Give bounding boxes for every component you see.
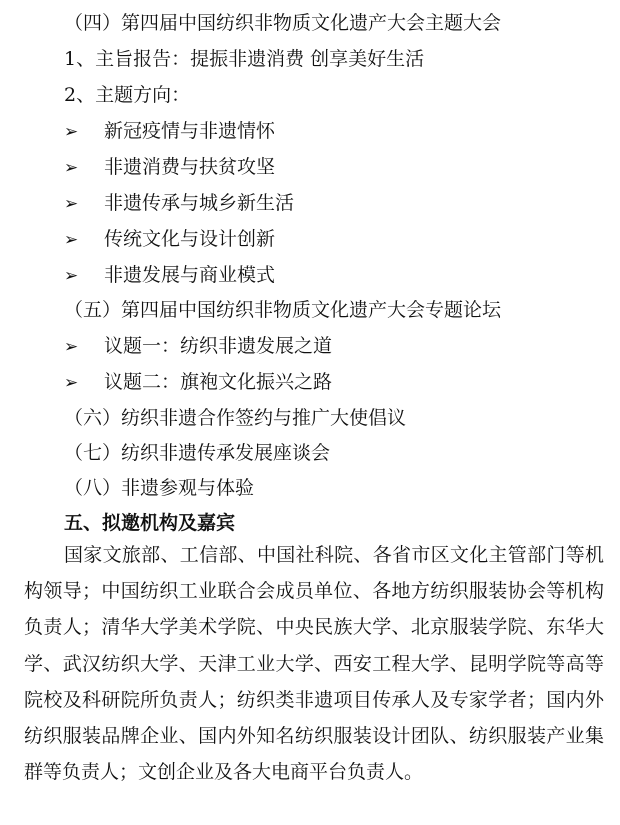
direction-list-item [64,257,275,293]
direction-text: 传统文化与设计创新 [104,228,276,250]
section-4-title: （四）第四届中国纺织非物质文化遗产大会主题大会 [64,12,502,34]
direction-list-item [64,221,275,257]
forum-topic-item [64,364,332,400]
direction-text: 新冠疫情与非遗情怀 [104,120,276,142]
direction-list-item [64,113,275,149]
arrow-bullet-icon: ➢ [64,266,79,286]
forum-topic-text: 议题一：纺织非遗发展之道 [104,335,333,357]
arrow-bullet-icon: ➢ [64,337,79,357]
direction-text: 非遗传承与城乡新生活 [104,192,295,214]
arrow-bullet-icon: ➢ [64,122,79,142]
direction-text: 非遗消费与扶贫攻坚 [104,156,276,178]
arrow-bullet-icon: ➢ [64,230,79,250]
keynote-report-item: 1、主旨报告：提振非遗消费 创享美好生活 [64,48,425,70]
section-7-title: （七）纺织非遗传承发展座谈会 [64,442,331,464]
part-5-heading: 五、拟邀机构及嘉宾 [64,512,236,534]
direction-text: 非遗发展与商业模式 [104,264,276,286]
direction-list-item [64,149,275,185]
direction-list-item [64,185,294,221]
theme-direction-label: 2、主题方向： [64,84,191,106]
section-5-title: （五）第四届中国纺织非物质文化遗产大会专题论坛 [64,299,502,321]
arrow-bullet-icon: ➢ [64,158,79,178]
section-8-title: （八）非遗参观与体验 [64,477,255,499]
forum-topic-item [64,328,332,364]
invited-guests-paragraph: 国家文旅部、工信部、中国社科院、各省市区文化主管部门等机构领导；中国纺织工业联合会成员单位、各地方纺织服装协会等机构负责人；清华大学美术学院、中央民族大学、北京服装学院、东华大学、武汉纺织大学、天津工业大学、西安工程大学、昆明学院等高等院校及科研院所负责人；纺织类非遗项目传承人及专家学者；国内外纺织服装品牌企业、国内外知名纺织服装设计团队、纺织服装产业集群等负责人；文创企业及各大电商平台负责人。 [24,544,604,784]
forum-topic-text: 议题二：旗袍文化振兴之路 [104,371,333,393]
section-6-title: （六）纺织非遗合作签约与推广大使倡议 [64,407,407,429]
arrow-bullet-icon: ➢ [64,373,79,393]
arrow-bullet-icon: ➢ [64,194,79,214]
